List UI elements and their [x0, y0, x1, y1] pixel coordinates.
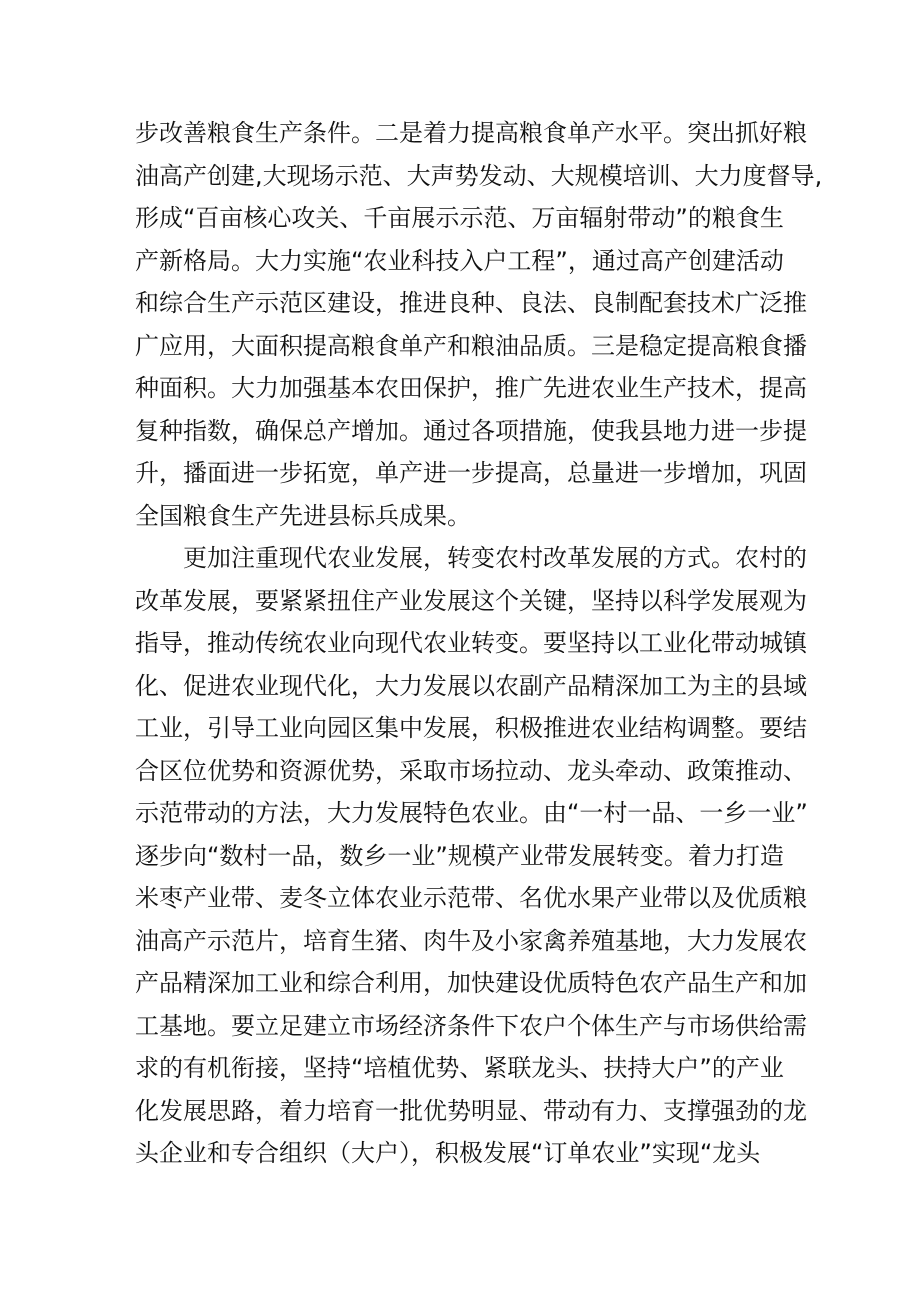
text-line: 复种指数，确保总产增加。通过各项措施，使我县地力进一步提 — [135, 416, 807, 445]
text-line: 形成“百亩核心攻关、千亩展示示范、万亩辐射带动”的粮食生 — [135, 204, 784, 232]
document-body — [135, 112, 823, 1175]
text-line: 步改善粮食生产条件。二是着力提高粮食单产水平。突出抓好粮 — [135, 119, 807, 147]
text-line: 指导，推动传统农业向现代农业转变。要坚持以工业化带动城镇 — [135, 629, 807, 657]
text-line: 化发展思路，着力培育一批优势明显、带动有力、支撑强劲的龙 — [135, 1096, 807, 1125]
paragraph-modern-agriculture — [135, 537, 808, 1175]
text-line: 油高产示范片，培育生猪、肉牛及小家禽养殖基地，大力发展农 — [135, 926, 807, 955]
text-line: 工基地。要立足建立市场经济条件下农户个体生产与市场供给需 — [135, 1011, 807, 1040]
text-line: 产新格局。大力实施“农业科技入户工程”，通过高产创建活动 — [135, 246, 784, 275]
text-line: 化、促进农业现代化，大力发展以农副产品精深加工为主的县域 — [135, 671, 807, 700]
paragraph-grain-production — [135, 112, 823, 537]
text-line: 升，播面进一步拓宽，单产进一步提高，总量进一步增加，巩固 — [135, 459, 807, 487]
text-line-indented: 更加注重现代农业发展，转变农村改革发展的方式。农村的 — [183, 544, 807, 572]
text-line: 全国粮食生产先进县标兵成果。 — [135, 501, 471, 530]
text-line: 种面积。大力加强基本农田保护，推广先进农业生产技术，提高 — [135, 374, 807, 402]
text-line: 逐步向“数村一品，数乡一业”规模产业带发展转变。着力打造 — [135, 841, 784, 870]
text-line: 改革发展，要紧紧扭住产业发展这个关键，坚持以科学发展观为 — [135, 586, 807, 615]
text-line: 合区位优势和资源优势，采取市场拉动、龙头牵动、政策推动、 — [135, 756, 807, 785]
text-line: 求的有机衔接，坚持“培植优势、紧联龙头、扶持大户”的产业 — [135, 1054, 784, 1082]
text-line: 油高产创建,大现场示范、大声势发动、大规模培训、大力度督导, — [135, 161, 823, 190]
text-line: 工业，引导工业向园区集中发展，积极推进农业结构调整。要结 — [135, 714, 807, 742]
text-line: 示范带动的方法，大力发展特色农业。由“一村一品、一乡一业” — [135, 799, 808, 827]
text-line: 头企业和专合组织（大户），积极发展“订单农业”实现“龙头 — [135, 1139, 761, 1167]
text-line: 和综合生产示范区建设，推进良种、良法、良制配套技术广泛推 — [135, 289, 807, 317]
text-line: 产品精深加工业和综合利用，加快建设优质特色农产品生产和加 — [135, 969, 807, 997]
text-line: 米枣产业带、麦冬立体农业示范带、名优水果产业带以及优质粮 — [135, 884, 807, 912]
text-line: 广应用，大面积提高粮食单产和粮油品质。三是稳定提高粮食播 — [135, 331, 807, 360]
